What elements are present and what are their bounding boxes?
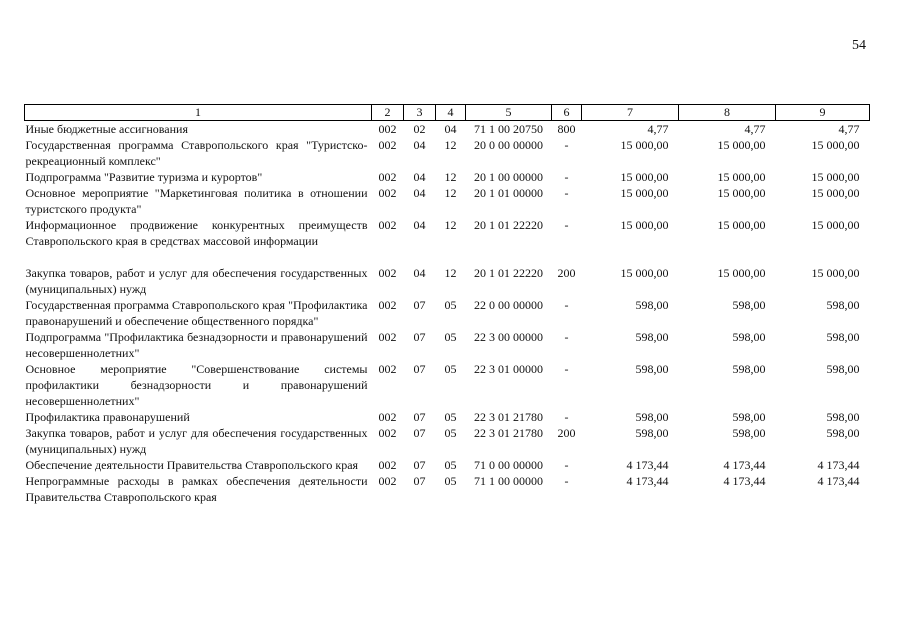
cell-c7: 15 000,00: [620, 170, 669, 184]
row-description: Подпрограмма "Развитие туризма и курортов": [25, 170, 263, 184]
cell-c9: 15 000,00: [811, 266, 860, 280]
header-cell: 7: [582, 105, 679, 121]
table-row: [25, 297, 870, 329]
cell-c2: 002: [378, 218, 397, 232]
cell-c4: 12: [444, 138, 457, 152]
cell-c7: 598,00: [635, 410, 669, 424]
cell-c3: 04: [413, 266, 426, 280]
cell-c2: 002: [378, 122, 397, 136]
table-body: [25, 121, 870, 506]
header-cell: 6: [552, 105, 582, 121]
table-row: [25, 265, 870, 297]
header-cell: 8: [679, 105, 776, 121]
cell-c8: 15 000,00: [717, 186, 766, 200]
cell-c3: 04: [413, 186, 426, 200]
row-description: Основное мероприятие "Маркетинговая политика в отношении туристского продукта": [25, 186, 368, 216]
cell-c6: -: [564, 186, 569, 200]
cell-c2: 002: [378, 170, 397, 184]
cell-c4: 12: [444, 170, 457, 184]
table-row: [25, 457, 870, 473]
table-header: [25, 105, 870, 121]
cell-c4: 05: [444, 458, 457, 472]
cell-c7: 15 000,00: [620, 138, 669, 152]
cell-c4: 12: [444, 266, 457, 280]
cell-c4: 12: [444, 218, 457, 232]
table-row: [25, 409, 870, 425]
cell-c9: 4 173,44: [817, 474, 860, 488]
cell-c7: 15 000,00: [620, 266, 669, 280]
table-row: [25, 473, 870, 505]
cell-c3: 07: [413, 474, 426, 488]
table-row: [25, 185, 870, 217]
cell-c8: 598,00: [732, 298, 766, 312]
cell-c7: 4 173,44: [626, 458, 669, 472]
table-row: [25, 169, 870, 185]
cell-c8: 598,00: [732, 362, 766, 376]
cell-c8: 4,77: [744, 122, 766, 136]
cell-c8: 15 000,00: [717, 138, 766, 152]
cell-c5: 20 1 01 22220: [474, 218, 543, 232]
cell-c4: 05: [444, 298, 457, 312]
cell-c2: 002: [378, 298, 397, 312]
row-description: Иные бюджетные ассигнования: [25, 122, 188, 136]
cell-c2: 002: [378, 362, 397, 376]
table-row: [25, 137, 870, 169]
cell-c7: 598,00: [635, 426, 669, 440]
header-cell: 9: [776, 105, 870, 121]
row-description: Основное мероприятие "Совершенствование системы профилактики безнадзорности и правонарушений несовершеннолетних": [25, 362, 368, 408]
cell-c2: 002: [378, 410, 397, 424]
cell-c3: 04: [413, 138, 426, 152]
row-description: Государственная программа Ставропольского края "Профилактика правонарушений и обеспечение общественного порядка": [25, 298, 368, 328]
header-cell: 5: [466, 105, 552, 121]
cell-c3: 07: [413, 362, 426, 376]
row-description: Государственная программа Ставропольского края "Туристско-рекреационный комплекс": [25, 138, 368, 168]
cell-c8: 598,00: [732, 426, 766, 440]
cell-c6: -: [564, 458, 569, 472]
cell-c6: -: [564, 298, 569, 312]
cell-c4: 04: [444, 122, 457, 136]
cell-c4: 12: [444, 186, 457, 200]
cell-c3: 04: [413, 170, 426, 184]
cell-c9: 4,77: [838, 122, 860, 136]
header-cell: 1: [25, 105, 372, 121]
cell-c6: -: [564, 218, 569, 232]
cell-c4: 05: [444, 410, 457, 424]
cell-c4: 05: [444, 330, 457, 344]
cell-c8: 15 000,00: [717, 218, 766, 232]
cell-c2: 002: [378, 266, 397, 280]
cell-c9: 15 000,00: [811, 138, 860, 152]
cell-c9: 15 000,00: [811, 218, 860, 232]
cell-c5: 22 3 01 21780: [474, 426, 543, 440]
cell-c5: 20 1 01 00000: [474, 186, 543, 200]
cell-c5: 20 0 00 00000: [474, 138, 543, 152]
cell-c7: 15 000,00: [620, 218, 669, 232]
cell-c8: 15 000,00: [717, 266, 766, 280]
row-description: Информационное продвижение конкурентных преимуществ Ставропольского края в средствах массовой информации: [25, 218, 368, 248]
cell-c5: 20 1 00 00000: [474, 170, 543, 184]
cell-c3: 02: [413, 122, 426, 136]
cell-c4: 05: [444, 426, 457, 440]
cell-c5: 22 3 01 00000: [474, 362, 543, 376]
cell-c6: -: [564, 410, 569, 424]
table-row: [25, 121, 870, 138]
table-row: [25, 361, 870, 409]
cell-c8: 15 000,00: [717, 170, 766, 184]
cell-c6: -: [564, 362, 569, 376]
cell-c9: 4 173,44: [817, 458, 860, 472]
row-description: Профилактика правонарушений: [25, 410, 190, 424]
cell-c9: 598,00: [826, 298, 860, 312]
cell-c7: 598,00: [635, 298, 669, 312]
cell-c9: 598,00: [826, 330, 860, 344]
header-cell: 4: [436, 105, 466, 121]
cell-c3: 07: [413, 426, 426, 440]
cell-c6: 800: [557, 122, 576, 136]
cell-c2: 002: [378, 138, 397, 152]
cell-c2: 002: [378, 426, 397, 440]
cell-c5: 71 1 00 00000: [474, 474, 543, 488]
table-row: [25, 425, 870, 457]
cell-c2: 002: [378, 474, 397, 488]
cell-c6: 200: [557, 426, 576, 440]
table-row: [25, 217, 870, 249]
cell-c6: -: [564, 474, 569, 488]
cell-c8: 4 173,44: [723, 474, 766, 488]
cell-c9: 598,00: [826, 410, 860, 424]
row-spacer: [25, 249, 870, 265]
row-description: Закупка товаров, работ и услуг для обеспечения государственных (муниципальных) нужд: [25, 426, 368, 456]
cell-c6: -: [564, 138, 569, 152]
row-description: Непрограммные расходы в рамках обеспечения деятельности Правительства Ставропольского края: [25, 474, 368, 504]
row-description: Закупка товаров, работ и услуг для обеспечения государственных (муниципальных) нужд: [25, 266, 368, 296]
cell-c6: 200: [557, 266, 576, 280]
cell-c7: 4 173,44: [626, 474, 669, 488]
cell-c3: 07: [413, 298, 426, 312]
cell-c5: 71 0 00 00000: [474, 458, 543, 472]
header-cell: 3: [404, 105, 436, 121]
cell-c4: 05: [444, 474, 457, 488]
cell-c5: 71 1 00 20750: [474, 122, 543, 136]
cell-c9: 598,00: [826, 426, 860, 440]
cell-c7: 15 000,00: [620, 186, 669, 200]
table-row: [25, 329, 870, 361]
cell-c2: 002: [378, 330, 397, 344]
cell-c6: -: [564, 170, 569, 184]
cell-c8: 4 173,44: [723, 458, 766, 472]
cell-c9: 598,00: [826, 362, 860, 376]
cell-c3: 07: [413, 458, 426, 472]
cell-c8: 598,00: [732, 330, 766, 344]
cell-c4: 05: [444, 362, 457, 376]
cell-c5: 22 3 00 00000: [474, 330, 543, 344]
cell-c2: 002: [378, 186, 397, 200]
cell-c3: 04: [413, 218, 426, 232]
row-description: Обеспечение деятельности Правительства Ставропольского края: [25, 458, 359, 472]
cell-c5: 22 0 00 00000: [474, 298, 543, 312]
budget-table: [24, 104, 870, 505]
cell-c9: 15 000,00: [811, 170, 860, 184]
cell-c3: 07: [413, 330, 426, 344]
spacer-cell: [25, 249, 870, 265]
header-cell: 2: [372, 105, 404, 121]
cell-c2: 002: [378, 458, 397, 472]
cell-c7: 598,00: [635, 362, 669, 376]
cell-c3: 07: [413, 410, 426, 424]
row-description: Подпрограмма "Профилактика безнадзорности и правонарушений несовершеннолетних": [25, 330, 368, 360]
page-number: 54: [852, 38, 866, 53]
cell-c7: 4,77: [647, 122, 669, 136]
cell-c5: 20 1 01 22220: [474, 266, 543, 280]
cell-c5: 22 3 01 21780: [474, 410, 543, 424]
cell-c8: 598,00: [732, 410, 766, 424]
cell-c9: 15 000,00: [811, 186, 860, 200]
cell-c7: 598,00: [635, 330, 669, 344]
cell-c6: -: [564, 330, 569, 344]
